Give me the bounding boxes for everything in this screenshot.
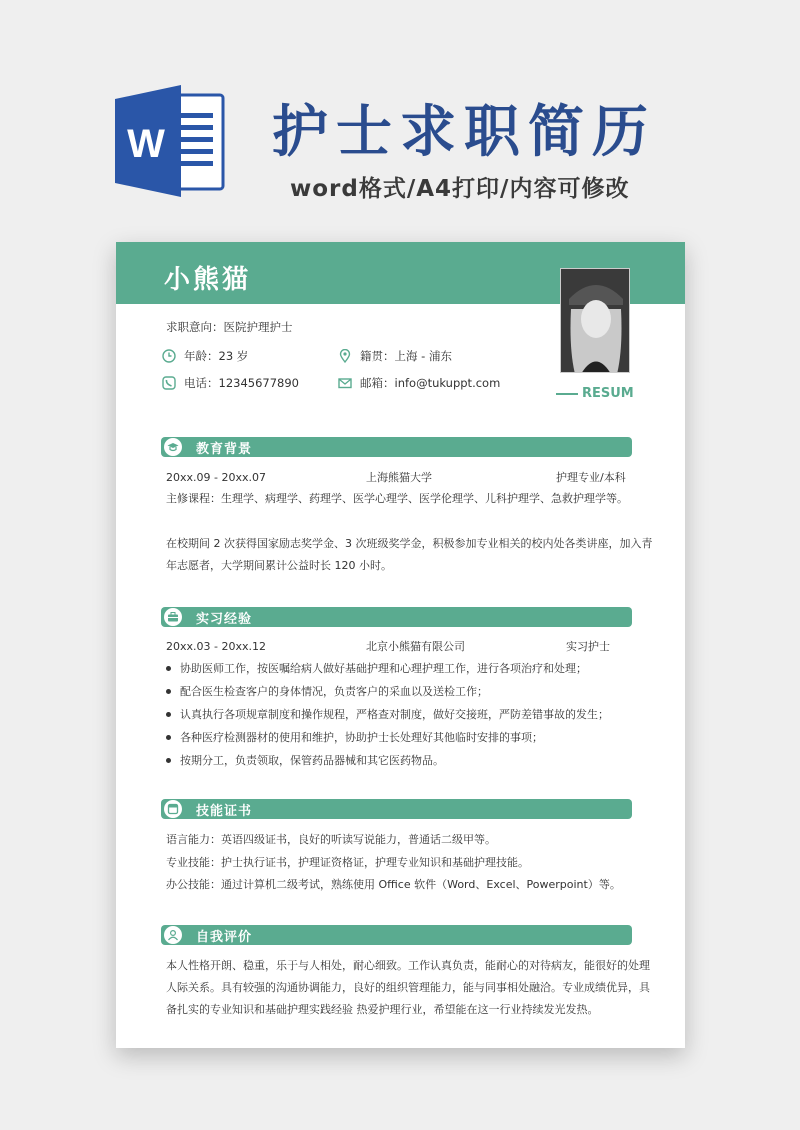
job-intent: 求职意向：医院护理护士 (166, 320, 293, 334)
clock-icon (162, 349, 176, 363)
phone-text: 电话：12345677890 (184, 376, 299, 390)
internship-item: 认真执行各项规章制度和操作规程，严格查对制度，做好交接班，严防差错事故的发生； (166, 707, 609, 723)
self-evaluation-line: 人际关系。具有较强的沟通协调能力，良好的组织管理能力，能与同事相处融洽。专业成绩优异，具 (166, 981, 650, 994)
education-desc-line1: 在校期间 2 次获得国家励志奖学金、3 次班级奖学金，积极参加专业相关的校内处各类讲座，加入青 (166, 537, 653, 550)
internship-title: 实习经验 (196, 612, 253, 627)
internship-item: 协助医师工作，按医嘱给病人做好基础护理和心理护理工作，进行各项治疗和处理； (166, 661, 587, 677)
internship-item: 配合医生检查客户的身体情况，负责客户的采血以及送检工作； (166, 684, 488, 700)
email-text: 邮箱：info@tukuppt.com (360, 376, 501, 390)
education-courses: 主修课程：生理学、病理学、药理学、医学心理学、医学伦理学、儿科护理学、急救护理学等。 (166, 492, 628, 505)
education-school: 上海熊猫大学 (366, 471, 432, 484)
phone-info (162, 375, 299, 391)
resume-sheet (116, 242, 685, 1048)
banner-title: 护士求职简历 (272, 100, 656, 165)
briefcase-icon (164, 608, 182, 626)
resum-line (556, 393, 578, 395)
logo-letter: W (127, 122, 165, 166)
mail-icon (338, 376, 352, 390)
user-icon (164, 926, 182, 944)
self-evaluation-line: 本人性格开朗、稳重，乐于与人相处，耐心细致。工作认真负责，能耐心的对待病友，能很好的处理 (166, 959, 650, 972)
skills-title: 技能证书 (196, 804, 253, 819)
internship-role: 实习护士 (566, 640, 610, 653)
internship-header (161, 607, 632, 627)
email-info (338, 375, 500, 391)
internship-company: 北京小熊猫有限公司 (366, 640, 465, 653)
education-major: 护理专业/本科 (556, 471, 626, 484)
education-desc-line2: 年志愿者，大学期间累计公益时长 120 小时。 (166, 559, 392, 572)
banner (0, 0, 800, 240)
skill-line: 专业技能：护士执行证书，护理证资格证，护理专业知识和基础护理技能。 (166, 856, 529, 869)
self-evaluation-line: 备扎实的专业知识和基础护理实践经验 热爱护理行业，希望能在这一行业持续发光发热。 (166, 1003, 599, 1016)
graduation-cap-icon (164, 438, 182, 456)
skill-line: 办公技能：通过计算机二级考试，熟练使用 Office 软件（Word、Excel、Powerpoint）等。 (166, 878, 621, 891)
skill-line: 语言能力：英语四级证书，良好的听读写说能力，普通话二级甲等。 (166, 833, 496, 846)
internship-item: 按期分工，负责领取，保管药品器械和其它医药物品。 (166, 753, 444, 769)
education-title: 教育背景 (196, 442, 253, 457)
self-evaluation-header (161, 925, 632, 945)
self-evaluation-title: 自我评价 (196, 930, 253, 945)
profile-photo (560, 268, 630, 373)
education-period: 20xx.09 - 20xx.07 (166, 471, 266, 484)
phone-icon (162, 376, 176, 390)
internship-period: 20xx.03 - 20xx.12 (166, 640, 266, 653)
age-info (162, 348, 248, 364)
internship-item: 各种医疗检测器材的使用和维护，协助护士长处理好其他临时安排的事项； (166, 730, 543, 746)
age-text: 年龄：23 岁 (184, 349, 249, 363)
banner-subtitle: word格式/A4打印/内容可修改 (290, 176, 630, 202)
skills-header (161, 799, 632, 819)
origin-info (338, 348, 452, 364)
resum-text: RESUM (582, 386, 634, 401)
resum-label (556, 386, 634, 401)
candidate-name: 小熊猫 (164, 265, 252, 295)
certificate-icon (164, 800, 182, 818)
education-header (161, 437, 632, 457)
location-pin-icon (338, 349, 352, 363)
word-document-icon (115, 85, 227, 197)
origin-text: 籍贯：上海 - 浦东 (360, 349, 452, 363)
